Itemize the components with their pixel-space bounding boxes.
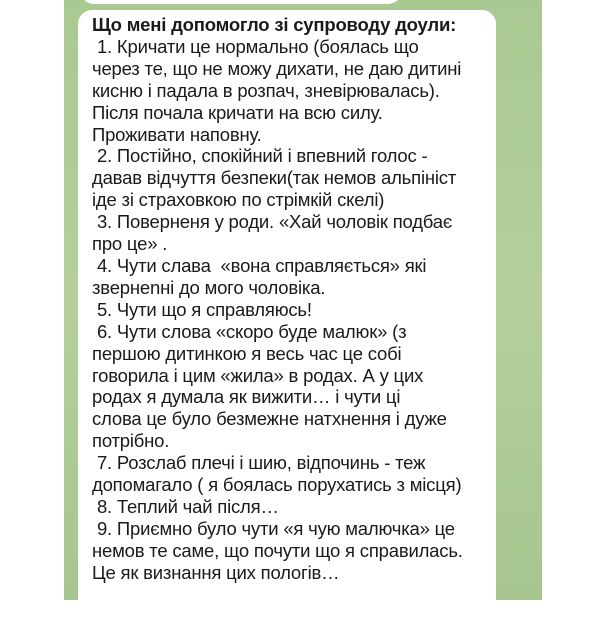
message-line: потрібно.	[92, 430, 170, 452]
message-line: іде зі страховкою по стрімкій скелі)	[92, 189, 385, 211]
message-line: 6. Чути слова «скоро буде малюк» (з	[92, 320, 407, 342]
message-title: Що мені допомогло зі супроводу доули:	[92, 14, 457, 35]
message-line: 9. Приємно було чути «я чую малючка» це	[92, 517, 455, 539]
message-line: звернenні до мого чоловіка.	[92, 276, 326, 298]
message-line: говорила і цим «жила» в родах. А у цих	[92, 364, 424, 386]
message-text	[92, 14, 492, 584]
message-line: родах я думала як вижити… і чути ці	[92, 386, 401, 408]
message-line: 7. Розслаб плечі і шию, відпочинь - теж	[92, 452, 426, 474]
message-line: першою дитинкою я весь час це собі	[92, 342, 402, 364]
message-line: Після почала кричати на всю силу.	[92, 101, 383, 123]
message-line: Проживати наповну.	[92, 123, 262, 145]
message-lines	[92, 36, 492, 584]
message-line: немов те саме, що почути що я справилась.	[92, 539, 463, 561]
message-line: через те, що не можу дихати, не даю дитині	[92, 57, 462, 79]
message-line: 1. Кричати це нормально (боялась що	[92, 35, 419, 57]
message-line: 8. Теплий чай після…	[92, 495, 279, 517]
message-line: 2. Постійно, спокійний і впевний голос -	[92, 145, 428, 167]
message-line: 4. Чути слава «вона справляється» які	[92, 254, 427, 276]
message-line: допомагало ( я боялась порухатись з місця)	[92, 474, 462, 496]
previous-message-bubble[interactable]	[80, 0, 402, 4]
message-line: давав відчуття безпеки(так немов альпініст	[92, 167, 457, 189]
message-line: кисню і падала в розпач, зневірювалась).	[92, 79, 440, 101]
message-line: слова це було безмежне натхнення і дуже	[92, 408, 447, 430]
message-line: про це» .	[92, 233, 168, 255]
message-line: 5. Чути що я справляюсь!	[92, 298, 312, 320]
message-line: 3. Поверненя у роди. «Хай чоловік подбає	[92, 211, 453, 233]
message-line: Це як визнання цих пологів…	[92, 561, 340, 583]
